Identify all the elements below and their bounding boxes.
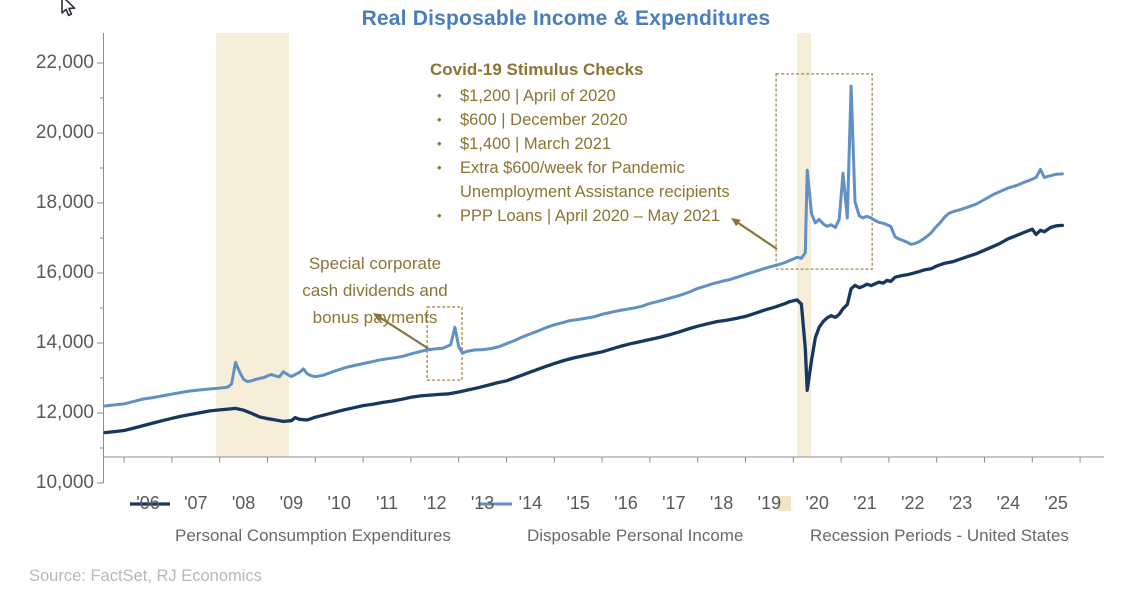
x-axis-label: '22 xyxy=(901,493,925,513)
covid-stimulus-annotation xyxy=(430,58,764,228)
legend-item-label: Recession Periods - United States xyxy=(810,526,1069,545)
y-axis-label: 16,000 xyxy=(35,262,94,283)
y-axis-label: 14,000 xyxy=(35,332,94,353)
stimulus-bullet xyxy=(430,108,764,132)
x-axis-label: '20 xyxy=(805,493,829,513)
stimulus-bullet xyxy=(430,156,764,204)
legend-item-label: Disposable Personal Income xyxy=(527,526,744,545)
stimulus-bullet xyxy=(430,84,764,108)
x-axis-label: '17 xyxy=(662,493,686,513)
stimulus-bullet-text: $600 | December 2020 xyxy=(460,111,628,129)
source-note: Source: FactSet, RJ Economics xyxy=(29,567,262,585)
recession-band xyxy=(216,33,289,457)
dividends-annotation-line: cash dividends and xyxy=(302,281,448,300)
x-axis-label: '06 xyxy=(136,493,160,513)
bullet-icon: • xyxy=(437,88,442,103)
stimulus-bullet-text: $1,400 | March 2021 xyxy=(460,135,612,153)
x-axis-label: '25 xyxy=(1044,493,1068,513)
x-axis-label: '08 xyxy=(231,493,256,513)
covid-annotation-heading: Covid-19 Stimulus Checks xyxy=(430,60,644,79)
dividends-annotation-line: Special corporate xyxy=(308,254,442,273)
stimulus-bullet-text: $1,200 | April of 2020 xyxy=(460,87,616,105)
dividends-annotation-line: bonus payments xyxy=(312,308,438,327)
y-axis-label: 20,000 xyxy=(35,122,94,143)
dividends-annotation xyxy=(280,250,470,331)
bullet-icon: • xyxy=(437,136,442,151)
stimulus-bullet xyxy=(430,132,764,156)
x-axis-label: '18 xyxy=(709,493,734,513)
x-axis-label: '16 xyxy=(614,493,638,513)
x-axis-label: '10 xyxy=(327,493,351,513)
stimulus-bullet xyxy=(430,204,764,228)
x-axis-label: '24 xyxy=(996,493,1021,513)
covid-annotation-list xyxy=(430,84,764,228)
y-axis-label: 12,000 xyxy=(35,402,94,423)
bullet-icon: • xyxy=(437,112,442,127)
x-axis-label: '23 xyxy=(948,493,973,513)
bullet-icon: • xyxy=(437,160,442,175)
y-axis-label: 18,000 xyxy=(35,192,94,213)
x-axis-label: '13 xyxy=(470,493,495,513)
y-axis-label: 22,000 xyxy=(35,52,94,73)
x-axis-label: '11 xyxy=(375,493,399,513)
x-axis-label: '21 xyxy=(853,493,877,513)
x-axis-label: '09 xyxy=(279,493,304,513)
stimulus-bullet-text: Extra $600/week for Pandemic Unemployment Assistance recipients xyxy=(460,159,730,201)
covid-box xyxy=(776,74,872,269)
x-axis-label: '07 xyxy=(184,493,208,513)
stimulus-bullet-text: PPP Loans | April 2020 – May 2021 xyxy=(460,207,720,225)
x-axis-label: '19 xyxy=(757,493,782,513)
chart-title: Real Disposable Income & Expenditures xyxy=(361,7,771,30)
legend-item-label: Personal Consumption Expenditures xyxy=(175,526,451,545)
x-axis-label: '12 xyxy=(423,493,447,513)
x-axis-label: '14 xyxy=(518,493,543,513)
y-axis-label: 10,000 xyxy=(35,472,94,493)
x-axis-label: '15 xyxy=(566,493,590,513)
bullet-icon: • xyxy=(437,208,442,223)
